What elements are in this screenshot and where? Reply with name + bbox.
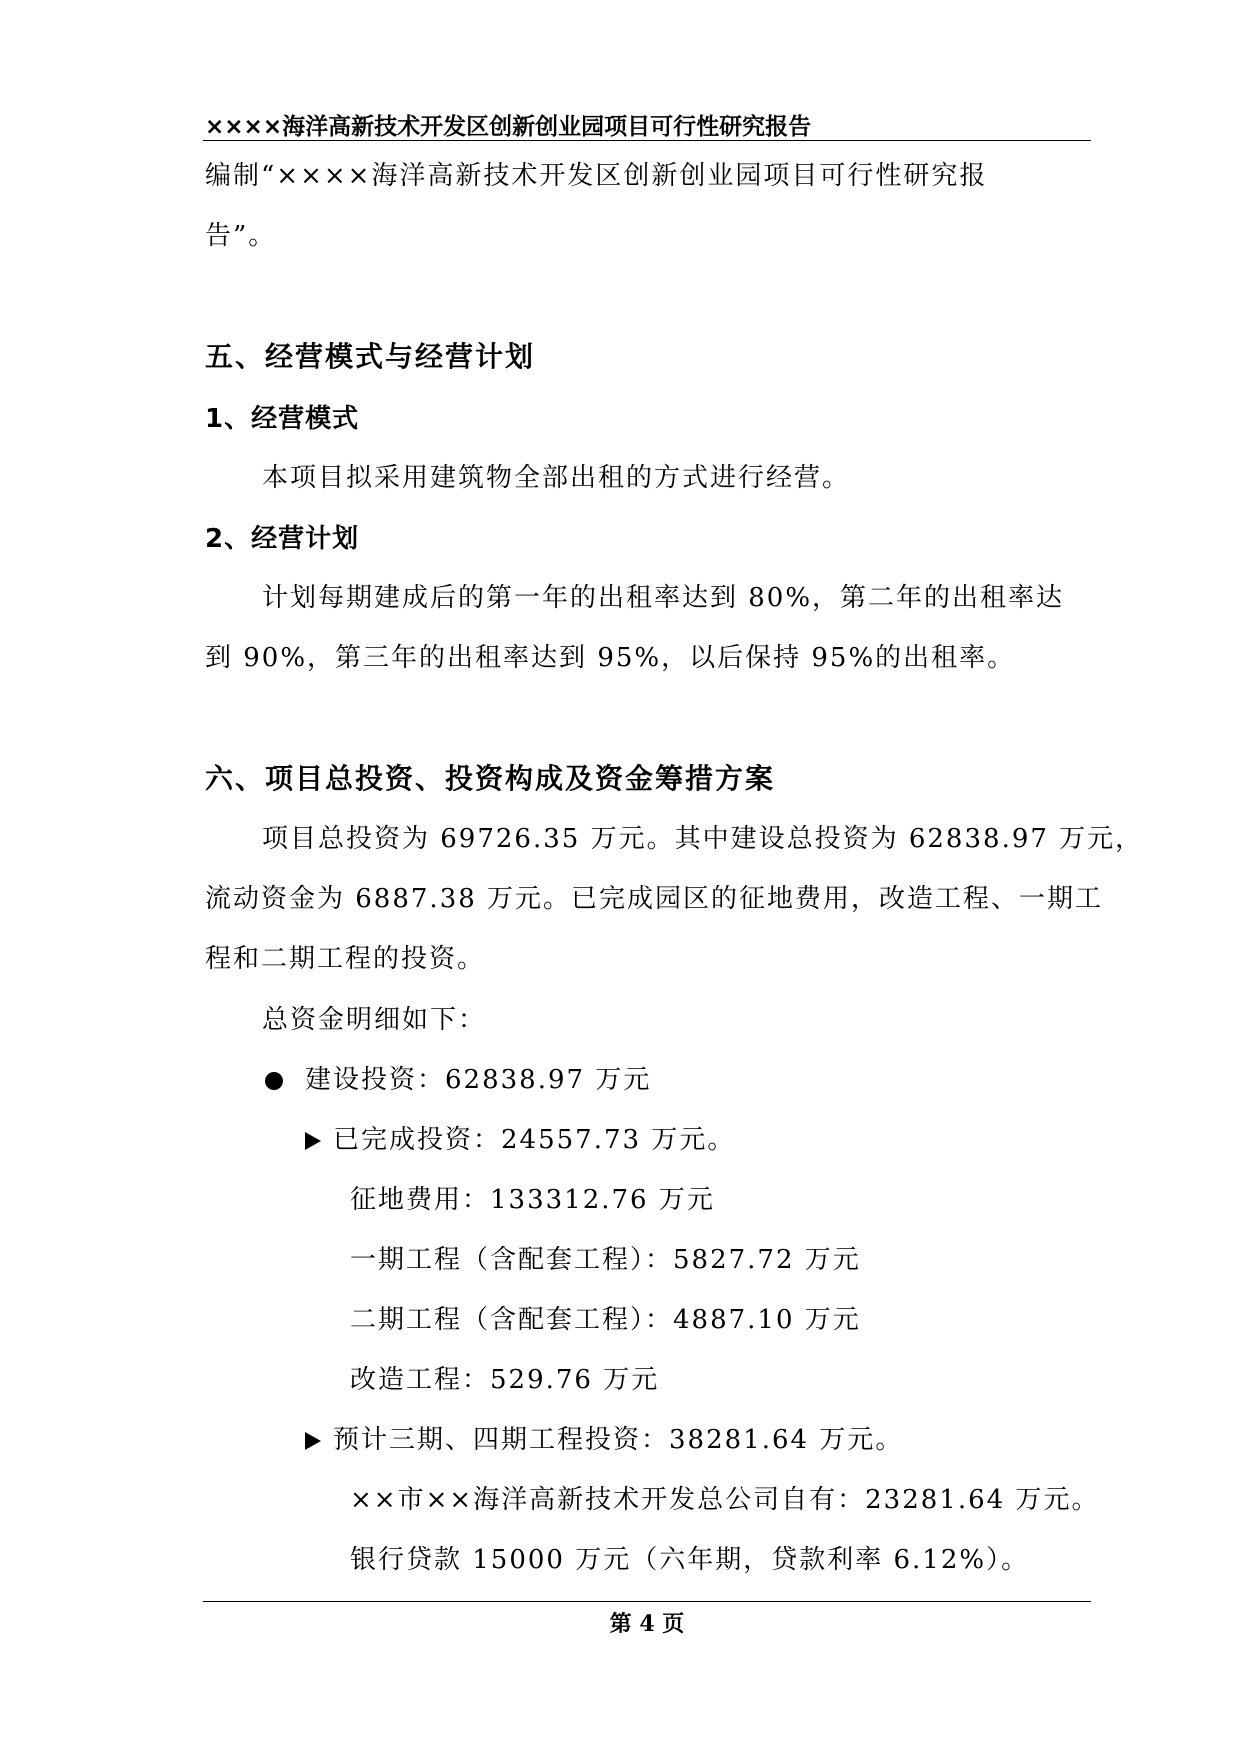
- section-5-title: 五、经营模式与经营计划: [205, 340, 536, 373]
- section-6-title: 六、项目总投资、投资构成及资金筹措方案: [205, 762, 776, 795]
- footer-divider: [203, 1601, 1091, 1602]
- completed-item: 改造工程：529.76 万元: [350, 1365, 660, 1395]
- running-header: ××××海洋高新技术开发区创新创业园项目可行性研究报告: [205, 114, 812, 140]
- section-5-2-line-1: 计划每期建成后的第一年的出租率达到 80%，第二年的出租率达: [262, 583, 1065, 613]
- page-number: 第 4 页: [609, 1611, 685, 1637]
- section-5-1-text: 本项目拟采用建筑物全部出租的方式进行经营。: [262, 463, 851, 493]
- arrow-bullet-icon: [305, 1432, 321, 1450]
- planned-item: 银行贷款 15000 万元（六年期，贷款利率 6.12%）。: [350, 1545, 1030, 1575]
- completed-item: 一期工程（含配套工程）：5827.72 万元: [350, 1245, 861, 1275]
- construction-investment: 建设投资：62838.97 万元: [305, 1065, 652, 1095]
- section-5-2-title: 2、经营计划: [205, 524, 360, 554]
- completed-item: 二期工程（含配套工程）：4887.10 万元: [350, 1305, 861, 1335]
- section-5-2-line-2: 到 90%，第三年的出租率达到 95%，以后保持 95%的出租率。: [205, 643, 1016, 673]
- planned-item: ××市××海洋高新技术开发总公司自有：23281.64 万元。: [350, 1485, 1100, 1515]
- section-6-para-line-3: 程和二期工程的投资。: [205, 944, 486, 974]
- completed-item: 征地费用：133312.76 万元: [350, 1185, 715, 1215]
- section-6-para-line-2: 流动资金为 6887.38 万元。已完成园区的征地费用，改造工程、一期工: [205, 884, 1104, 914]
- completed-investment: 已完成投资：24557.73 万元。: [333, 1125, 736, 1155]
- arrow-bullet-icon: [305, 1132, 321, 1150]
- section-6-para-line-1: 项目总投资为 69726.35 万元。其中建设总投资为 62838.97 万元，: [262, 824, 1144, 854]
- section-5-1-title: 1、经营模式: [205, 404, 360, 434]
- bullet-dot-icon: [265, 1072, 283, 1090]
- intro-line-2: 告”。: [205, 221, 277, 251]
- detail-intro: 总资金明细如下：: [262, 1005, 487, 1035]
- intro-line-1: 编制“××××海洋高新技术开发区创新创业园项目可行性研究报: [205, 161, 988, 191]
- planned-investment: 预计三期、四期工程投资：38281.64 万元。: [333, 1425, 904, 1455]
- header-divider: [203, 140, 1091, 141]
